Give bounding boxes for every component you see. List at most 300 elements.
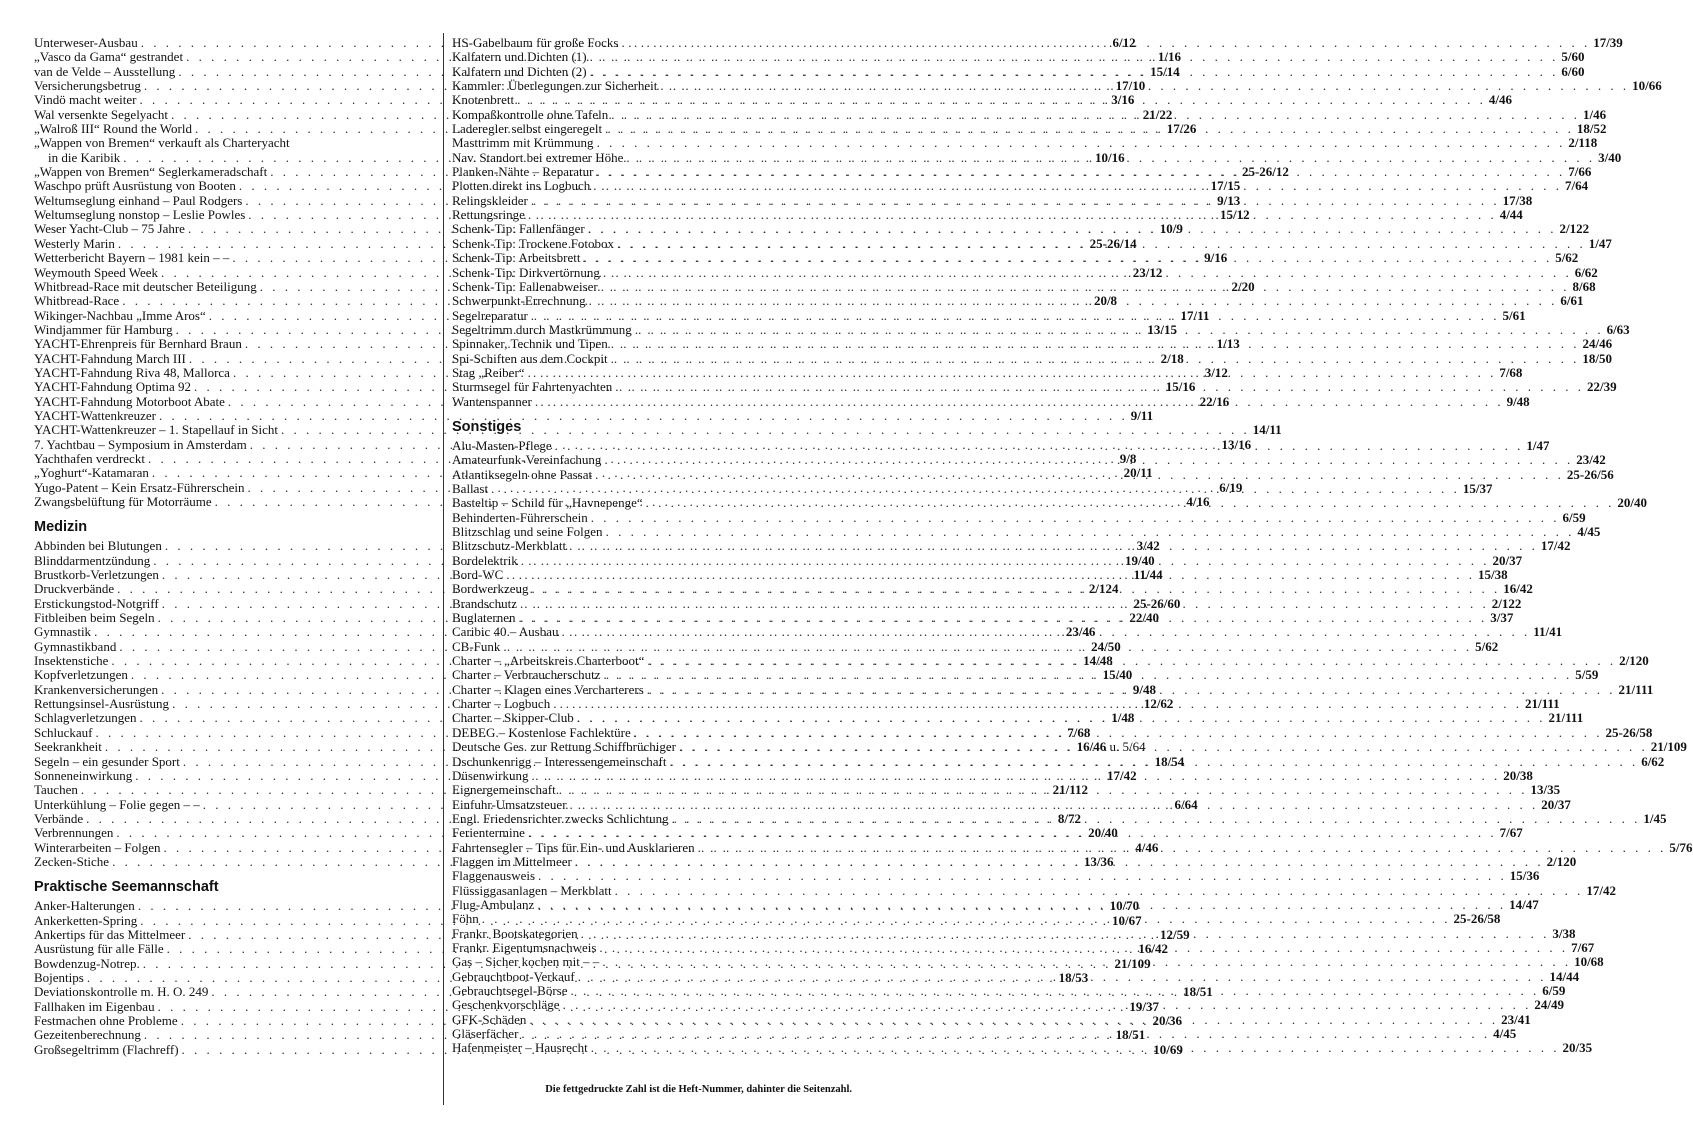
issue-page-number xyxy=(1619,683,1654,697)
entry-title: Bord-WC xyxy=(452,567,504,583)
reference-connector: u. xyxy=(1106,739,1123,755)
entry-title: in die Karibik xyxy=(48,149,121,165)
entry-title: Deviationskontrolle m. H. O. 249 xyxy=(34,984,209,1000)
entry-title: Fitbleiben beim Segeln xyxy=(34,610,155,626)
entry-title: Gezeitenberechnung xyxy=(34,1027,141,1043)
leader-dots xyxy=(528,366,1497,380)
issue-page-number xyxy=(1530,783,1560,797)
entry-title: Ankerketten-Spring xyxy=(34,912,138,928)
reference-number: 3/40 xyxy=(1598,149,1622,165)
footnote: Die fettgedruckte Zahl ist die Heft-Nummer, dahinter die Seitenzahl. xyxy=(545,1084,852,1095)
issue-page-number xyxy=(1490,611,1513,625)
issue-page-number xyxy=(1131,409,1153,423)
entry-title: Charter – Klagen eines Vercharterers xyxy=(452,681,644,697)
entry-title: YACHT-Fahndung March III xyxy=(34,350,186,366)
section-heading: Sonstiges xyxy=(452,418,522,435)
leader-dots xyxy=(635,323,1604,337)
leader-dots xyxy=(597,165,1566,179)
reference-number: 25-26/58 xyxy=(1605,724,1653,740)
reference-number: 15/38 xyxy=(1478,567,1508,583)
reference-number: 15/37 xyxy=(1462,480,1493,496)
issue-page-number xyxy=(1643,812,1666,826)
issue-page-number xyxy=(1500,208,1523,222)
entry-title: Flug-Ambulanz xyxy=(452,896,535,912)
leader-dots xyxy=(491,479,1460,496)
entry-title: Fallhaken im Eigenbau xyxy=(34,998,155,1014)
leader-dots xyxy=(529,1013,1498,1027)
issue-page-number xyxy=(1499,366,1522,380)
issue-page-number xyxy=(1632,79,1662,93)
issue-page-number xyxy=(1651,740,1687,754)
reference-number: 21/109 xyxy=(1650,739,1687,755)
reference-number: 6/59 xyxy=(1562,509,1586,525)
entry-title: Alu-Masten-Pflege xyxy=(452,437,552,453)
issue-page-number xyxy=(1568,165,1591,179)
entry-title: Engl. Friedensrichter zwecks Schlichtung xyxy=(452,810,669,826)
index-entry xyxy=(452,868,1540,884)
reference-number: 24/50 xyxy=(1091,638,1121,654)
reference-number: 4/16 xyxy=(1186,494,1210,509)
leader-dots xyxy=(537,898,1506,912)
issue-page-number xyxy=(1574,955,1604,969)
issue-page-number xyxy=(1619,654,1649,668)
entry-title: Caribic 40 – Ausbau xyxy=(452,624,559,640)
reference-number: 15/36 xyxy=(1509,868,1540,884)
reference-number: 20/8 xyxy=(1093,293,1118,309)
reference-number: 5/61 xyxy=(1502,307,1526,323)
reference-number: 1/46 xyxy=(1583,106,1607,122)
reference-number: 6/60 xyxy=(1561,63,1585,79)
leader-dots xyxy=(601,280,1570,294)
entry-title: Weltumseglung nonstop – Leslie Powles xyxy=(34,207,246,223)
entry-title: Schlagverletzungen xyxy=(34,710,137,726)
reference-number: 17/11 xyxy=(1180,307,1210,323)
entry-title: Masttrimm mit Krümmung xyxy=(452,135,594,151)
entry-title: Rettungsinsel-Ausrüstung xyxy=(34,696,170,712)
leader-dots xyxy=(672,812,1641,826)
reference-number: 18/51 xyxy=(1115,1027,1146,1043)
entry-title: Blitzschlag und seine Folgen xyxy=(452,524,603,539)
reference-number: 10/9 xyxy=(1159,221,1183,237)
reference-number: 10/66 xyxy=(1632,78,1662,94)
issue-page-number xyxy=(1568,136,1597,150)
reference-number: 17/26 xyxy=(1166,121,1197,137)
entry-title: Plotten direkt ins Logbuch xyxy=(452,178,591,194)
issue-page-number xyxy=(1503,769,1533,783)
leader-dots xyxy=(626,151,1595,165)
reference-number: 7/64 xyxy=(1565,178,1589,194)
entry-title: Weser Yacht-Club – 75 Jahre xyxy=(34,221,185,237)
entry-title: Buglaternen xyxy=(452,610,516,626)
issue-page-number xyxy=(1575,266,1598,280)
reference-number: 7/68 xyxy=(1067,724,1091,740)
reference-number: 24/49 xyxy=(1534,997,1564,1013)
leader-dots xyxy=(528,826,1497,840)
leader-dots xyxy=(595,468,1564,482)
issue-page-number xyxy=(1617,496,1647,510)
issue-page-number xyxy=(1552,927,1575,941)
reference-number: 16/42 xyxy=(1503,581,1533,597)
entry-title: Yachthafen verdreckt xyxy=(34,450,145,466)
issue-page-number xyxy=(1561,65,1584,79)
reference-number: 5/76 xyxy=(1669,839,1693,855)
leader-dots xyxy=(669,755,1638,769)
reference-number: 10/70 xyxy=(1109,898,1140,914)
reference-number: 9/48 xyxy=(1506,393,1530,409)
issue-page-number xyxy=(1549,711,1584,725)
entry-title: Atlantiksegeln ohne Passat xyxy=(452,466,593,482)
reference-number: 13/35 xyxy=(1530,782,1561,798)
entry-title: YACHT-Wattenkreuzer – 1. Stapellauf in Sicht xyxy=(34,422,278,438)
reference-number: 21/111 xyxy=(1524,696,1560,712)
leader-dots xyxy=(571,984,1540,998)
issue-page-number xyxy=(1533,625,1562,639)
reference-number: 4/46 xyxy=(1488,92,1512,108)
leader-dots xyxy=(606,525,1575,539)
issue-page-number xyxy=(1507,395,1530,409)
reference-number: 7/67 xyxy=(1571,939,1595,955)
issue-page-number xyxy=(1669,841,1692,855)
reference-number: 15/12 xyxy=(1220,207,1250,223)
reference-number: 7/67 xyxy=(1499,825,1523,841)
reference-number: 14/11 xyxy=(1252,422,1282,438)
issue-page-number xyxy=(1577,525,1600,539)
entry-title: Bojentips xyxy=(34,969,84,985)
issue-page-number xyxy=(1561,50,1584,64)
reference-number: 12/62 xyxy=(1143,696,1174,712)
leader-dots xyxy=(603,668,1572,682)
entry-title: YACHT-Ehrenpreis für Bernhard Braun xyxy=(34,336,242,352)
entry-title: Knotenbrett xyxy=(452,92,515,108)
reference-number: 19/37 xyxy=(1129,998,1159,1014)
entry-title: „Walroß III“ Round the World xyxy=(34,121,192,137)
entry-title: Brandschutz xyxy=(452,595,517,611)
entry-title: Charter – Skipper-Club xyxy=(452,710,574,726)
reference-number: 16/46 xyxy=(1076,739,1107,755)
leader-dots xyxy=(611,337,1580,351)
entry-title: Unterweser-Ausbau xyxy=(34,35,138,50)
reference-number: 25-26/58 xyxy=(1453,911,1501,927)
issue-page-number xyxy=(1586,884,1616,898)
reference-number: 22/40 xyxy=(1129,610,1159,626)
reference-number: 4/45 xyxy=(1493,1026,1517,1042)
reference-number: 23/41 xyxy=(1501,1011,1531,1027)
reference-number: 18/54 xyxy=(1154,753,1185,769)
leader-dots xyxy=(575,855,1544,869)
issue-page-number xyxy=(1562,511,1585,525)
entry-title: Schenk-Tip: Arbeitsbrett xyxy=(452,250,581,266)
reference-number: 17/38 xyxy=(1502,192,1533,208)
leader-dots xyxy=(590,65,1559,79)
leader-dots xyxy=(520,597,1489,611)
entry-title: Wikinger-Nachbau „Imme Aros“ xyxy=(34,307,206,323)
entry-title: Planken-Nähte – Reparatur xyxy=(452,164,594,180)
reference-number: 23/46 xyxy=(1065,624,1096,640)
reference-number: 5/59 xyxy=(1575,667,1599,683)
entry-title: Fahrtensegler – Tips für Ein- und Ausklarieren xyxy=(452,839,695,855)
entry-title: Abbinden bei Blutungen xyxy=(34,538,162,554)
entry-title: Gläserfächer xyxy=(452,1026,519,1042)
leader-dots xyxy=(521,1027,1490,1041)
index-entry xyxy=(34,136,436,150)
index-entry xyxy=(452,135,1598,151)
entry-title: Bowdenzug-Notrep. xyxy=(34,955,140,971)
index-entry xyxy=(34,407,1154,423)
entry-title: Segeln – ein gesunder Sport xyxy=(34,753,180,769)
reference-number: 21/111 xyxy=(1618,681,1654,697)
reference-number: 11/41 xyxy=(1533,624,1563,640)
entry-title: Sonneneinwirkung xyxy=(34,767,133,783)
issue-page-number xyxy=(1587,380,1617,394)
entry-title: Waschpo prüft Ausrüstung von Booten xyxy=(34,178,236,194)
leader-dots xyxy=(646,496,1615,510)
leader-dots xyxy=(679,740,1648,754)
entry-title: Weymouth Speed Week xyxy=(34,264,159,280)
leader-dots xyxy=(581,927,1550,941)
reference-number: 6/63 xyxy=(1606,321,1630,337)
issue-page-number xyxy=(1575,668,1598,682)
entry-title: Verbände xyxy=(34,810,84,826)
reference-number: 20/40 xyxy=(1088,825,1118,841)
leader-dots xyxy=(528,208,1497,222)
entry-title: Gebrauchtsegel-Börse xyxy=(452,983,568,998)
leader-dots xyxy=(589,294,1558,308)
entry-title: Großsegeltrimm (Flachreff) xyxy=(34,1041,179,1057)
leader-dots xyxy=(621,36,1590,50)
leader-dots xyxy=(569,539,1538,553)
reference-number: 2/120 xyxy=(1619,653,1649,669)
reference-number: 18/53 xyxy=(1058,969,1089,985)
issue-page-number xyxy=(1593,36,1623,50)
entry-title: Gymnastik xyxy=(34,624,92,640)
entry-title: Einfuhr-Umsatzsteuer xyxy=(452,796,567,812)
entry-title: Charter – Verbraucherschutz xyxy=(452,667,601,683)
issue-page-number xyxy=(1605,726,1652,740)
entry-title: Winterarbeiten – Folgen xyxy=(34,839,161,855)
leader-dots xyxy=(603,266,1572,280)
entry-title: Charter – Logbuch xyxy=(452,696,551,712)
reference-number: 10/68 xyxy=(1574,954,1604,970)
reference-number: 8/72 xyxy=(1057,810,1081,826)
entry-title: YACHT-Wattenkreuzer xyxy=(34,407,156,423)
issue-page-number xyxy=(1475,640,1498,654)
reference-number: 1/16 xyxy=(1157,49,1181,65)
leader-dots xyxy=(588,222,1557,236)
entry-title: Gebrauchtboot-Verkauf xyxy=(452,968,575,984)
reference-number: 1/45 xyxy=(1643,810,1667,826)
reference-number: 2/18 xyxy=(1160,350,1184,366)
entry-title: Wantenspanner xyxy=(452,393,532,409)
reference-number: 24/46 xyxy=(1582,336,1613,352)
entry-title: Laderegler selbst eingeregelt xyxy=(452,121,603,137)
leader-dots xyxy=(535,395,1504,409)
reference-number: 2/122 xyxy=(1559,221,1590,237)
reference-number: 6/61 xyxy=(1560,293,1584,309)
reference-number: 23/12 xyxy=(1132,264,1163,280)
reference-number: 6/59 xyxy=(1542,983,1566,998)
reference-number: 2/122 xyxy=(1491,595,1522,611)
issue-page-number xyxy=(1562,1041,1592,1055)
entry-title: Gas – Sicher kochen mit – – xyxy=(452,954,600,970)
reference-number: 20/40 xyxy=(1617,495,1647,511)
reference-number: 9/16 xyxy=(1204,250,1228,266)
reference-number: 3/16 xyxy=(1111,92,1135,108)
reference-number: 17/42 xyxy=(1106,767,1137,783)
issue-page-number xyxy=(1555,251,1578,265)
reference-number: 17/10 xyxy=(1115,78,1146,94)
entry-title: YACHT-Fahndung Riva 48, Mallorca xyxy=(34,364,230,380)
entry-title: Vindö macht weiter xyxy=(34,92,137,108)
issue-page-number xyxy=(1571,941,1594,955)
index-entry xyxy=(452,882,1616,898)
leader-dots xyxy=(591,511,1560,525)
reference-number: 11/44 xyxy=(1133,567,1163,583)
leader-dots xyxy=(506,568,1475,582)
reference-number: 18/51 xyxy=(1183,984,1213,1000)
entry-title: Erstickungstod-Notgriff xyxy=(34,595,159,611)
entry-title: Kopfverletzungen xyxy=(34,667,128,683)
entry-title: Kompaßkontrolle ohne Tafeln xyxy=(452,106,609,122)
reference-number: 20/36 xyxy=(1152,1013,1183,1028)
reference-number: 10/16 xyxy=(1094,149,1125,165)
entry-title: YACHT-Fahndung Optima 92 xyxy=(34,379,191,395)
issue-page-number xyxy=(1534,998,1564,1012)
entry-title: Bordelektrik xyxy=(452,552,518,568)
reference-number: 14/48 xyxy=(1083,653,1113,669)
reference-number: 22/16 xyxy=(1199,393,1230,409)
reference-number: 2/20 xyxy=(1231,278,1255,294)
entry-title: „Vasco da Gama“ gestrandet xyxy=(34,49,184,65)
reference-number: 21/112 xyxy=(1052,782,1088,798)
entry-title: „Wappen von Bremen“ Seglerkameradschaft xyxy=(34,164,268,180)
issue-page-number xyxy=(1453,912,1500,926)
leader-dots xyxy=(531,309,1500,323)
entry-title: Weltumseglung einhand – Paul Rodgers xyxy=(34,192,243,208)
issue-page-number xyxy=(1493,1027,1516,1041)
entry-title: Unterkühlung – Folie gegen – – xyxy=(34,796,200,812)
issue-page-number xyxy=(1549,970,1579,984)
entry-title: Zwangsbelüftung für Motorräume xyxy=(34,494,212,509)
entry-title: Stag „Reiber“ xyxy=(452,364,525,380)
leader-dots xyxy=(578,970,1547,984)
reference-number: 17/42 xyxy=(1586,882,1616,898)
entry-title: Westerly Marin xyxy=(34,235,115,251)
reference-number: 3/37 xyxy=(1490,610,1514,626)
leader-dots xyxy=(538,869,1507,883)
entry-title: Schenk-Tip: Dirkvertörnung xyxy=(452,264,600,280)
entry-title: Festmachen ohne Probleme xyxy=(34,1013,178,1028)
issue-page-number xyxy=(1582,352,1612,366)
reference-number: 25-26/12 xyxy=(1241,164,1289,180)
reference-number: 20/11 xyxy=(1123,465,1153,481)
reference-number: 8/68 xyxy=(1572,278,1596,294)
reference-number: 17/15 xyxy=(1210,178,1241,194)
entry-title: Frankr. Eigentumsnachweis xyxy=(452,939,597,955)
entry-title: Brustkorb-Verletzungen xyxy=(34,567,159,583)
entry-title: Verbrennungen xyxy=(34,825,114,841)
entry-title: Bordwerkzeug xyxy=(452,581,529,597)
entry-title: Amateurfunk-Vereinfachung xyxy=(452,452,602,468)
entry-title: Krankenversicherungen xyxy=(34,681,159,697)
leader-dots xyxy=(698,841,1667,855)
leader-dots xyxy=(562,625,1531,639)
reference-number: 1/47 xyxy=(1526,437,1550,453)
reference-number: 22/39 xyxy=(1587,379,1617,395)
reference-number: 9/13 xyxy=(1217,192,1241,208)
reference-number: 20/37 xyxy=(1492,552,1523,568)
reference-number: 13/15 xyxy=(1147,321,1177,337)
entry-title: Ferientermine xyxy=(452,825,525,841)
issue-page-number xyxy=(1583,337,1613,351)
reference-number: 19/40 xyxy=(1125,552,1155,568)
entry-title: Hafenmeister – Hausrecht xyxy=(452,1040,588,1056)
section-heading: Medizin xyxy=(34,519,88,536)
entry-title: Kalfatern und Dichten (2) xyxy=(452,63,587,79)
reference-number: 9/11 xyxy=(1130,407,1154,423)
reference-number: 12/59 xyxy=(1160,926,1190,942)
reference-number: 5/64 xyxy=(1122,739,1146,755)
reference-number: 25-26/56 xyxy=(1566,466,1614,482)
leader-dots xyxy=(553,697,1522,711)
issue-page-number xyxy=(1560,294,1583,308)
reference-number: 15/14 xyxy=(1150,63,1180,79)
reference-number: 21/22 xyxy=(1142,106,1173,122)
issue-page-number xyxy=(1503,309,1526,323)
leader-dots xyxy=(521,554,1490,568)
entry-title: Düsenwirkung xyxy=(452,767,529,783)
leader-dots xyxy=(590,50,1559,64)
section-heading: Praktische Seemannschaft xyxy=(34,879,219,896)
reference-number: 3/12 xyxy=(1204,364,1228,380)
issue-page-number xyxy=(1253,423,1282,437)
issue-page-number xyxy=(1607,323,1630,337)
entry-title: Blinddarmentzündung xyxy=(34,552,151,568)
reference-number: 10/67 xyxy=(1112,912,1142,928)
reference-number: 9/48 xyxy=(1132,681,1157,697)
reference-number: 1/13 xyxy=(1216,336,1240,352)
reference-number: 3/38 xyxy=(1552,925,1576,941)
issue-page-number xyxy=(1573,280,1596,294)
issue-page-number xyxy=(1501,1013,1531,1027)
reference-number: 4/45 xyxy=(1577,524,1601,539)
reference-number: 14/44 xyxy=(1549,968,1580,984)
entry-title: YACHT-Fahndung Motorboot Abate xyxy=(34,393,225,409)
leader-dots xyxy=(591,1041,1560,1055)
entry-title: Behinderten-Führerschein xyxy=(452,509,588,525)
issue-page-number xyxy=(1541,798,1571,812)
reference-number: 10/69 xyxy=(1153,1041,1183,1057)
reference-number: 4/46 xyxy=(1135,839,1159,855)
reference-number: 13/16 xyxy=(1221,436,1252,452)
entry-title: Whitbread-Race mit deutscher Beteiligung xyxy=(34,278,257,294)
reference-number: 25-26/14 xyxy=(1089,235,1137,251)
issue-page-number xyxy=(1576,453,1606,467)
entry-title: DEBEG – Kostenlose Fachlektüre xyxy=(452,724,631,740)
reference-number: 7/68 xyxy=(1499,364,1523,380)
entry-title: Kalfatern und Dichten (1) xyxy=(452,49,587,65)
leader-dots xyxy=(647,654,1616,668)
issue-page-number xyxy=(1492,554,1522,568)
issue-page-number xyxy=(1526,439,1549,453)
entry-title: Geschenkvorschläge xyxy=(452,997,560,1013)
reference-number: 20/38 xyxy=(1503,767,1533,783)
entry-title: Seekrankheit xyxy=(34,739,102,755)
entry-title: Relingskleider xyxy=(452,192,528,208)
entry-title: Windjammer für Hamburg xyxy=(34,321,173,337)
leader-dots xyxy=(599,941,1568,955)
leader-dots xyxy=(615,884,1584,898)
entry-title: Spi-Schiften aus dem Cockpit xyxy=(452,350,608,366)
